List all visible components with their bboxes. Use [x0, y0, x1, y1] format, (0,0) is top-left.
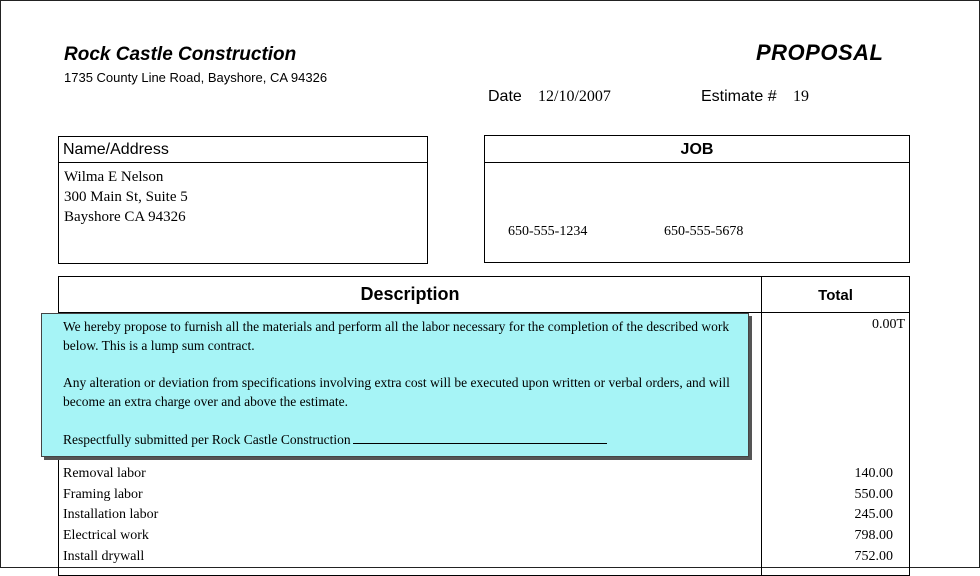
first-row-total[interactable]: 0.00T	[871, 317, 905, 332]
table-row[interactable]	[59, 487, 909, 508]
company-name: Rock Castle Construction	[64, 44, 297, 65]
address-line: Wilma E Nelson	[64, 169, 164, 185]
name-address-box[interactable]	[58, 136, 428, 264]
note-paragraph-1: We hereby propose to furnish all the materials and perform all the labor necessary for the completion of the described work below. This is a lump sum contract.	[63, 319, 730, 353]
row-description: Install drywall	[63, 548, 145, 564]
row-total: 140.00	[854, 466, 893, 481]
row-description: Electrical work	[63, 528, 149, 544]
job-label: JOB	[485, 136, 909, 163]
document-title: PROPOSAL	[756, 40, 884, 65]
note-paragraph-2: Any alteration or deviation from specifications involving extra cost will be executed upon written or verbal orders, and will become an extra charge over and above the estimate.	[63, 375, 730, 409]
job-box[interactable]	[484, 135, 910, 263]
estimate-number-field[interactable]: 19	[793, 88, 809, 105]
company-address: 1735 County Line Road, Bayshore, CA 94326	[64, 70, 328, 85]
table-row[interactable]	[59, 466, 909, 487]
signature-text: Respectfully submitted per Rock Castle Construction	[63, 432, 351, 447]
table-row[interactable]	[59, 528, 909, 549]
row-total: 798.00	[854, 528, 893, 544]
row-description: Framing labor	[63, 486, 143, 502]
table-row[interactable]	[59, 549, 909, 570]
row-total: 752.00	[854, 548, 893, 564]
row-total: 245.00	[854, 507, 893, 523]
row-total: 550.00	[854, 486, 893, 502]
date-field[interactable]: 12/10/2007	[538, 88, 611, 105]
address-line: 300 Main St, Suite 5	[64, 189, 188, 205]
name-address-label: Name/Address	[59, 137, 427, 163]
total-column-header: Total	[818, 287, 853, 304]
signature-line	[63, 430, 742, 450]
address-line: Bayshore CA 94326	[64, 209, 186, 225]
name-address-lines	[59, 163, 427, 227]
date-label: Date	[488, 88, 522, 105]
proposal-note-box[interactable]	[41, 313, 749, 457]
row-description: Installation labor	[63, 507, 159, 523]
row-description: Removal labor	[63, 466, 146, 481]
phone-number-1: 650-555-1234	[508, 224, 588, 239]
phone-number-2: 650-555-5678	[664, 224, 744, 239]
line-items	[59, 466, 909, 569]
description-column-header: Description	[360, 284, 460, 304]
estimate-number-label: Estimate #	[701, 88, 777, 105]
signature-blank	[353, 430, 607, 444]
table-row[interactable]	[59, 507, 909, 528]
